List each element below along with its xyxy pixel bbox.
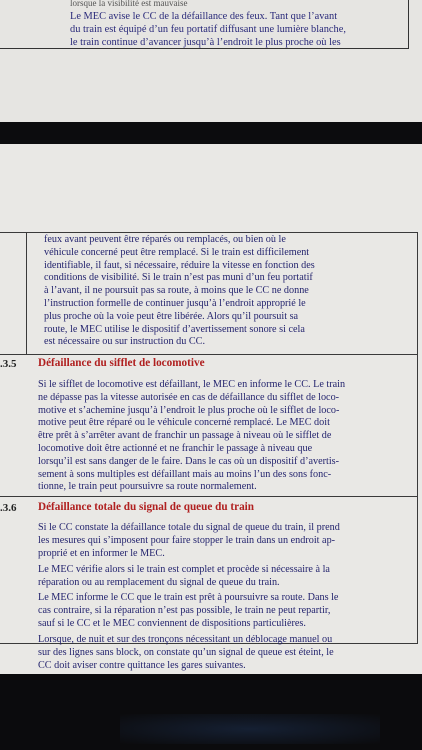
- text-line: les mesures qui s’imposent pour faire stopper le train dans un endroit ap-: [38, 534, 336, 546]
- column-divider: [26, 232, 27, 354]
- text-line: à l’avant, il ne poursuit pas sa route, à moins que le CC ne donne: [44, 285, 309, 297]
- section-paragraph: [38, 379, 345, 494]
- text-line: proprié et en informer le MEC.: [38, 547, 165, 559]
- screen-bezel: [0, 674, 422, 750]
- text-line: véhicule concerné peut être remplacé. Si le train est difficilement: [44, 246, 310, 258]
- text-line: sur des lignes sans block, on constate qu’un signal de queue est éteint, le: [38, 646, 334, 658]
- text-line: motive et s’achemine jusqu’à l’endroit le plus proche où le sifflet de loco-: [38, 404, 340, 416]
- text-line: est nécessaire ou sur instruction du CC.: [44, 336, 205, 348]
- text-line: locomotive doit être actionné et ne franchir le passage à niveau que: [38, 442, 313, 454]
- document-page: [0, 144, 422, 674]
- continuation-paragraph: [44, 234, 315, 349]
- section-number: .3.5: [0, 358, 17, 370]
- text-line: Le MEC informe le CC que le train est prêt à poursuivre sa route. Dans le: [38, 592, 339, 603]
- section-divider: [0, 496, 417, 497]
- screen-glow: [120, 714, 380, 744]
- text-line: Le MEC vérifie alors si le train est complet et procède si nécessaire à la: [38, 564, 330, 575]
- page-gap: [0, 122, 422, 144]
- section-paragraph: [38, 522, 340, 560]
- section-title: Défaillance totale du signal de queue du train: [38, 501, 254, 513]
- text-line: lorsqu’il est sans danger de le faire. Dans le cas où un dispositif d’avertis-: [38, 455, 340, 467]
- section-divider: [0, 354, 417, 355]
- text-line: CC doit aviser contre quittance les gares suivantes.: [38, 659, 246, 671]
- text-line: route, le MEC utilise le dispositif d’avertissement sonore si cela: [44, 323, 305, 335]
- text-line: sement à sons multiples est défaillant mais au moins l’un des sons fonc-: [38, 468, 332, 480]
- text-line: le train continue d’avancer jusqu’à l’endroit le plus proche où les: [70, 37, 341, 48]
- section-title: Défaillance du sifflet de locomotive: [38, 357, 205, 369]
- text-line: Si le CC constate la défaillance totale du signal de queue du train, il prend: [38, 522, 340, 533]
- text-line: feux avant peuvent être réparés ou remplacés, ou bien où le: [44, 234, 286, 245]
- text-line: sauf si le CC et le MEC conviennent de dispositions particulières.: [38, 617, 306, 629]
- text-line: plus proche où la voie peut être libérée. Alors qu’il poursuit sa: [44, 310, 299, 322]
- section-paragraph: [38, 634, 334, 672]
- text-line: Le MEC avise le CC de la défaillance des feux. Tant que l’avant: [70, 11, 338, 22]
- text-line: Si le sifflet de locomotive est défaillant, le MEC en informe le CC. Le train: [38, 379, 346, 390]
- text-line: Lorsque, de nuit et sur des tronçons nécessitant un déblocage manuel ou: [38, 634, 333, 645]
- previous-page: [0, 0, 422, 122]
- text-line: conditions de visibilité. Si le train n’est pas muni d’un feu portatif: [44, 272, 313, 284]
- previous-page-text: [70, 0, 370, 49]
- text-line: ne dépasse pas la vitesse autorisée en cas de défaillance du sifflet de loco-: [38, 391, 340, 403]
- text-line: lorsque la visibilité est mauvaise: [70, 0, 188, 8]
- text-line: être prêt à s’arrêter avant de franchir un passage à niveau où le sifflet de: [38, 430, 332, 442]
- section-number: .3.6: [0, 502, 17, 514]
- text-line: cas contraire, si la réparation n’est pas possible, le train ne peut repartir,: [38, 604, 331, 616]
- text-line: réparation ou au remplacement du signal de queue du train.: [38, 576, 280, 588]
- text-line: l’instruction formelle de continuer jusqu’à l’endroit approprié le: [44, 297, 306, 309]
- section-paragraph: [38, 592, 338, 630]
- section-paragraph: [38, 564, 330, 590]
- text-line: tionne, le train peut poursuivre sa route normalement.: [38, 481, 257, 493]
- text-line: du train est équipé d’un feu portatif diffusant une lumière blanche,: [70, 24, 346, 35]
- text-line: identifiable, il faut, si nécessaire, réduire la vitesse en fonction des: [44, 259, 315, 271]
- text-line: motive peut être réparé ou le véhicule concerné remplacé. Le MEC doit: [38, 417, 330, 429]
